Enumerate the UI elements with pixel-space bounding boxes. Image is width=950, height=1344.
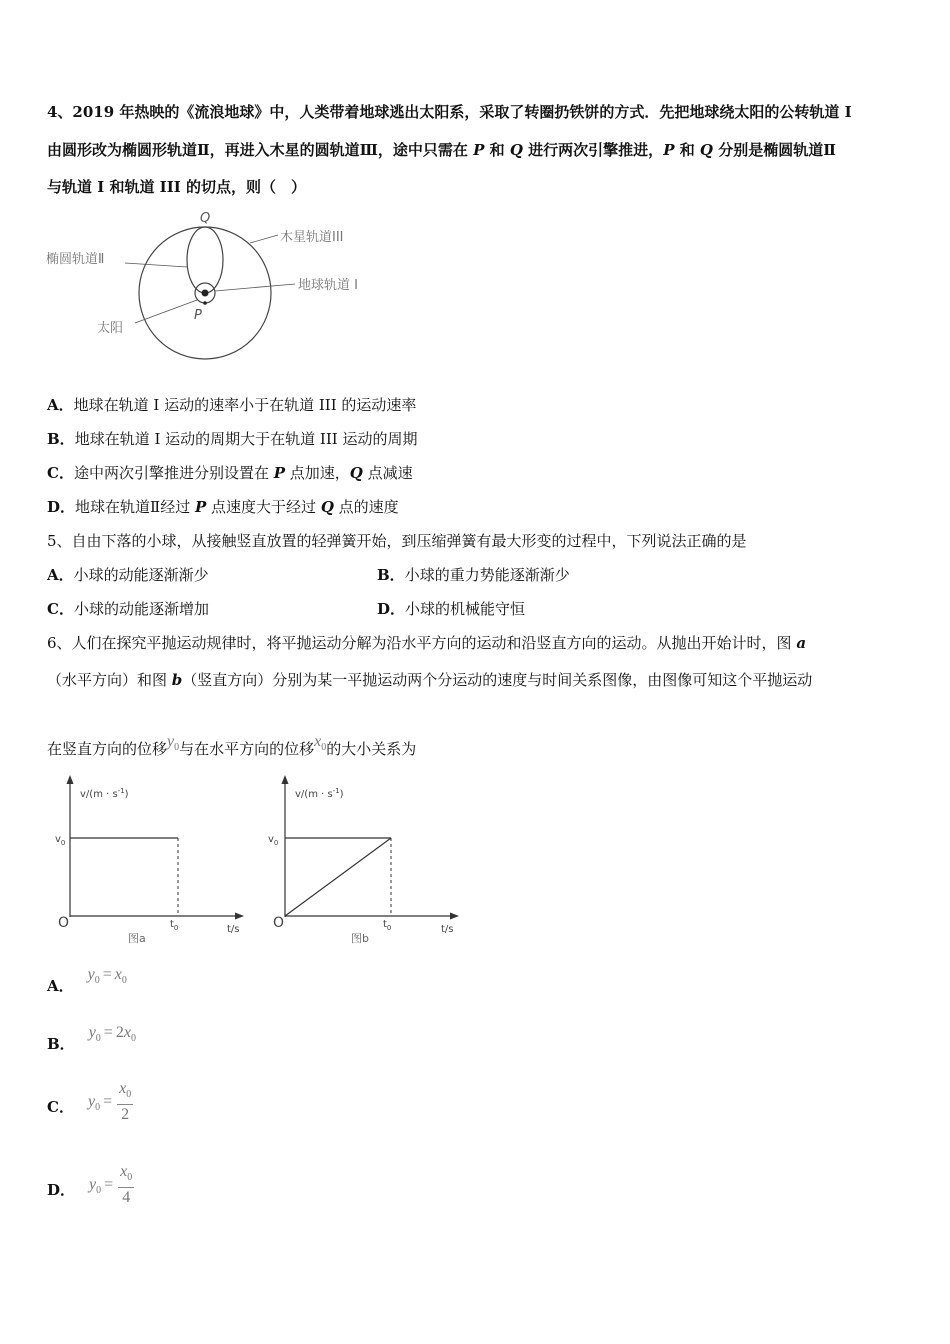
graph-b-origin: O [273, 915, 285, 931]
leader-sun [135, 300, 197, 323]
graph-a-t0-label: $t_0$ [170, 919, 179, 932]
graph-a-origin: O [58, 915, 70, 931]
q6-stem-line2: （水平方向）和图 b（竖直方向）分别为某一平抛运动两个分运动的速度与时间关系图像，由图像可知这个平抛运动 [47, 671, 813, 689]
q6-option-b: B．$y_0 = 2x_0$ [47, 1024, 136, 1053]
q6-option-c: C． $y_0$ = $\frac{x_0}{2}$ [47, 1080, 132, 1123]
orbit-figure [40, 205, 380, 360]
graph-a-ylabel: $v/(m \cdot s^{-1})$ [80, 787, 129, 800]
q6-option-a: A．$y_0 = x_0$ [47, 966, 127, 995]
graph-a [50, 772, 250, 947]
q4-stem-line1: 4、2019 年热映的《流浪地球》中，人类带着地球逃出太阳系，采取了转圈扔铁饼的方式．先把地球绕太阳的公转轨道 I [47, 103, 852, 121]
label-earth-orbit: 地球轨道 I [298, 278, 358, 293]
q4-option-d: D．地球在轨道Ⅱ经过 P 点速度大于经过 Q 点的速度 [47, 498, 399, 516]
graph-a-caption: 图a [128, 932, 146, 945]
label-jupiter-orbit: 木星轨道III [280, 230, 344, 245]
label-q: Q [200, 211, 211, 226]
q4-stem-line3: 与轨道 I 和轨道 III 的切点，则（ ） [47, 178, 306, 196]
graph-a-v0-label: $v_0$ [55, 834, 66, 847]
graph-a-x-arrow [235, 913, 244, 920]
label-p: P [194, 308, 202, 323]
q5-option-a: A．小球的动能逐渐渐少 [47, 566, 209, 584]
q6-stem-line1: 6、人们在探究平抛运动规律时，将平抛运动分解为沿水平方向的运动和沿竖直方向的运动。从抛出开始计时，图 a [47, 634, 807, 652]
graph-b-v0-label: $v_0$ [268, 834, 279, 847]
q5-option-b: B．小球的重力势能逐渐渐少 [377, 566, 570, 584]
leader-jupiter [250, 235, 278, 243]
graph-b-t0-label: $t_0$ [383, 919, 392, 932]
leader-ellipse [125, 263, 187, 267]
label-ellipse-orbit: 椭圆轨道Ⅱ [46, 252, 105, 267]
graph-b-ylabel: $v/(m \cdot s^{-1})$ [295, 787, 344, 800]
q5-stem: 5、自由下落的小球，从接触竖直放置的轻弹簧开始，到压缩弹簧有最大形变的过程中，下列说法正确的是 [47, 532, 747, 550]
graph-b-xlabel: t/s [441, 924, 454, 935]
leader-earth [215, 284, 295, 291]
graph-b-y-arrow [282, 775, 289, 784]
q5-option-d: D．小球的机械能守恒 [377, 600, 526, 618]
graph-a-xlabel: t/s [227, 924, 240, 935]
q4-stem-line2: 由圆形改为椭圆形轨道Ⅱ，再进入木星的圆轨道Ⅲ，途中只需在 P 和 Q 进行两次引擎推进，P 和 Q 分别是椭圆轨道Ⅱ [47, 141, 836, 159]
q4-option-b: B．地球在轨道 I 运动的周期大于在轨道 III 运动的周期 [47, 430, 418, 448]
q6-option-d: D． $y_0$ = $\frac{x_0}{4}$ [47, 1163, 133, 1206]
graph-b-x-arrow [450, 913, 459, 920]
graph-b [265, 772, 465, 947]
q6-stem-line3: 在竖直方向的位移$y_0$与在水平方向的位移$x_0$的大小关系为 [47, 733, 417, 758]
point-p [203, 301, 207, 305]
q4-option-c: C．途中两次引擎推进分别设置在 P 点加速，Q 点减速 [47, 464, 413, 482]
q4-option-a: A．地球在轨道 I 运动的速率小于在轨道 III 的运动速率 [47, 396, 417, 414]
graph-b-caption: 图b [351, 932, 369, 945]
sun-dot [202, 290, 209, 297]
label-sun: 太阳 [97, 321, 124, 336]
q5-option-c: C．小球的动能逐渐增加 [47, 600, 209, 618]
graph-b-velocity-line [285, 838, 391, 916]
graph-a-y-arrow [67, 775, 74, 784]
